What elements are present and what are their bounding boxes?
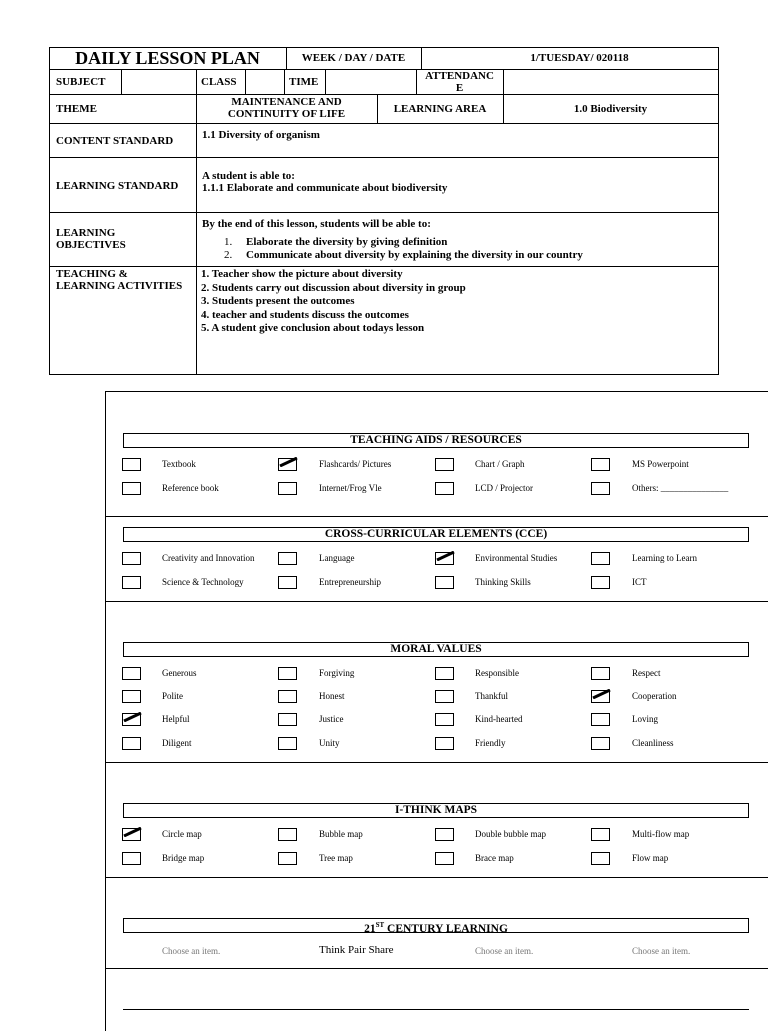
checkbox[interactable] bbox=[122, 713, 141, 726]
table-line bbox=[49, 123, 719, 124]
checkbox-label: ICT bbox=[632, 577, 647, 587]
checkbox-label: Double bubble map bbox=[475, 829, 546, 839]
table-line bbox=[49, 374, 719, 375]
table-line bbox=[196, 69, 197, 95]
learning-standard-line1: A student is able to: bbox=[202, 170, 295, 182]
century-title-sup: ST bbox=[375, 921, 385, 929]
checkbox[interactable] bbox=[278, 552, 297, 565]
activities-label-line2: LEARNING ACTIVITIES bbox=[56, 280, 183, 292]
checkbox-label: Learning to Learn bbox=[632, 553, 697, 563]
theme-label: THEME bbox=[56, 103, 97, 115]
checkbox-label: Others: _______________ bbox=[632, 483, 729, 493]
checkbox[interactable] bbox=[278, 576, 297, 589]
table-line bbox=[49, 69, 719, 70]
checkbox[interactable] bbox=[591, 482, 610, 495]
checkbox[interactable] bbox=[435, 852, 454, 865]
cce-title: CROSS-CURRICULAR ELEMENTS (CCE) bbox=[123, 527, 749, 542]
table-line bbox=[325, 69, 326, 95]
checkbox[interactable] bbox=[435, 828, 454, 841]
checkbox-label: Flashcards/ Pictures bbox=[319, 459, 392, 469]
checkbox[interactable] bbox=[591, 713, 610, 726]
table-line bbox=[284, 69, 285, 95]
checkbox-label: Loving bbox=[632, 714, 658, 724]
checkbox-label: Polite bbox=[162, 691, 184, 701]
checkbox[interactable] bbox=[278, 667, 297, 680]
objective-item bbox=[224, 249, 714, 262]
checkbox[interactable] bbox=[278, 458, 297, 471]
checkbox-label: Thankful bbox=[475, 691, 508, 701]
checkbox[interactable] bbox=[122, 737, 141, 750]
checkmark-icon bbox=[123, 827, 142, 837]
checkbox-label: Justice bbox=[319, 714, 344, 724]
teaching-aids-title: TEACHING AIDS / RESOURCES bbox=[123, 433, 749, 448]
section-divider bbox=[105, 762, 768, 763]
content-standard-value: 1.1 Diversity of organism bbox=[202, 129, 320, 141]
objective-text: Communicate about diversity by explaining the diversity in our country bbox=[246, 249, 583, 261]
table-line bbox=[49, 94, 719, 95]
activities-label-line1: TEACHING & bbox=[56, 268, 128, 280]
checkbox-label: MS Powerpoint bbox=[632, 459, 689, 469]
checkbox-label: Helpful bbox=[162, 714, 190, 724]
checkmark-icon bbox=[279, 457, 298, 467]
checkmark-icon bbox=[436, 551, 455, 561]
objectives-label-line2: OBJECTIVES bbox=[56, 239, 126, 251]
checkbox[interactable] bbox=[435, 458, 454, 471]
checkbox[interactable] bbox=[278, 737, 297, 750]
checkbox-label: Respect bbox=[632, 668, 661, 678]
checkbox-label: Reference book bbox=[162, 483, 219, 493]
choose-item-dropdown[interactable]: Choose an item. bbox=[162, 946, 221, 956]
objectives-intro: By the end of this lesson, students will be able to: bbox=[202, 218, 431, 230]
checkbox-label: Thinking Skills bbox=[475, 577, 531, 587]
checkmark-icon bbox=[592, 689, 611, 699]
activity-item: 1. Teacher show the picture about diversity bbox=[201, 268, 403, 280]
theme-value-line2: CONTINUITY OF LIFE bbox=[227, 108, 346, 120]
attendance-label bbox=[416, 70, 503, 94]
checkbox-label: Diligent bbox=[162, 738, 192, 748]
checkbox-label: Environmental Studies bbox=[475, 553, 558, 563]
checkbox[interactable] bbox=[591, 576, 610, 589]
checkbox-label: Multi-flow map bbox=[632, 829, 690, 839]
choose-item-dropdown[interactable]: Think Pair Share bbox=[319, 944, 394, 956]
table-line bbox=[49, 266, 719, 267]
week-value: 1/TUESDAY/ 020118 bbox=[530, 52, 629, 64]
checkbox[interactable] bbox=[122, 482, 141, 495]
page-title: DAILY LESSON PLAN bbox=[75, 48, 260, 68]
objective-number: 1. bbox=[224, 236, 233, 248]
section-divider bbox=[105, 516, 768, 517]
checkbox-label: Generous bbox=[162, 668, 197, 678]
table-line bbox=[49, 157, 719, 158]
checkbox-label: Brace map bbox=[475, 853, 514, 863]
checkbox-label: Circle map bbox=[162, 829, 202, 839]
checkbox-label: Friendly bbox=[475, 738, 506, 748]
table-line bbox=[503, 69, 504, 95]
activity-item: 4. teacher and students discuss the outcomes bbox=[201, 308, 409, 321]
checkbox-label: Honest bbox=[319, 691, 345, 701]
checkbox[interactable] bbox=[591, 667, 610, 680]
attendance-label-line1: ATTENDANC bbox=[425, 70, 494, 82]
table-line bbox=[196, 123, 197, 375]
class-label: CLASS bbox=[201, 76, 237, 88]
learning-standard-value bbox=[202, 170, 447, 194]
century-title bbox=[123, 918, 749, 933]
checkmark-icon bbox=[123, 712, 142, 722]
objectives-list bbox=[224, 236, 714, 262]
century-title-number: 21 bbox=[364, 922, 376, 935]
checkbox-label: Unity bbox=[319, 738, 340, 748]
checkbox-label: Kind-hearted bbox=[475, 714, 523, 724]
checkbox-label: Cooperation bbox=[632, 691, 677, 701]
learning-standard-line2: 1.1.1 Elaborate and communicate about biodiversity bbox=[202, 182, 448, 194]
checkbox[interactable] bbox=[122, 552, 141, 565]
checkbox-label: Forgiving bbox=[319, 668, 355, 678]
week-label: WEEK / DAY / DATE bbox=[301, 52, 406, 64]
checkbox-label: Flow map bbox=[632, 853, 669, 863]
theme-value bbox=[196, 96, 377, 120]
table-line bbox=[49, 212, 719, 213]
attendance-label-line2: E bbox=[455, 82, 464, 94]
checkbox[interactable] bbox=[278, 482, 297, 495]
checkbox[interactable] bbox=[122, 458, 141, 471]
checkbox[interactable] bbox=[591, 552, 610, 565]
checkbox[interactable] bbox=[435, 552, 454, 565]
objectives-label bbox=[56, 227, 126, 251]
objective-number: 2. bbox=[224, 249, 233, 261]
activity-item: 2. Students carry out discussion about diversity in group bbox=[201, 281, 466, 294]
moral-values-title: MORAL VALUES bbox=[123, 642, 749, 657]
subject-label: SUBJECT bbox=[56, 76, 106, 88]
learning-area-label: LEARNING AREA bbox=[393, 103, 487, 115]
activities-label bbox=[56, 268, 182, 292]
checkbox-label: Textbook bbox=[162, 459, 196, 469]
checkbox[interactable] bbox=[435, 576, 454, 589]
bottom-rule bbox=[123, 1009, 749, 1010]
checkbox[interactable] bbox=[591, 852, 610, 865]
century-title-text: CENTURY LEARNING bbox=[384, 922, 508, 935]
checkbox[interactable] bbox=[435, 667, 454, 680]
time-label: TIME bbox=[289, 76, 319, 88]
checkbox[interactable] bbox=[591, 690, 610, 703]
table-line bbox=[49, 47, 50, 375]
learning-standard-label: LEARNING STANDARD bbox=[56, 180, 179, 192]
section-divider bbox=[105, 877, 768, 878]
section-divider bbox=[105, 601, 768, 602]
learning-area-value: 1.0 Biodiversity bbox=[573, 103, 648, 115]
checkbox-label: Bridge map bbox=[162, 853, 205, 863]
content-standard-label: CONTENT STANDARD bbox=[56, 135, 174, 147]
checkbox-label: Chart / Graph bbox=[475, 459, 525, 469]
checkbox-label: Responsible bbox=[475, 668, 519, 678]
checkbox-label: Internet/Frog Vle bbox=[319, 483, 382, 493]
checkbox[interactable] bbox=[278, 713, 297, 726]
checkbox[interactable] bbox=[122, 576, 141, 589]
checkbox-label: Entrepreneurship bbox=[319, 577, 381, 587]
theme-value-line1: MAINTENANCE AND bbox=[231, 96, 342, 108]
checkbox-label: LCD / Projector bbox=[475, 483, 533, 493]
checkbox-label: Cleanliness bbox=[632, 738, 674, 748]
checkbox-label: Science & Technology bbox=[162, 577, 244, 587]
checkbox[interactable] bbox=[278, 852, 297, 865]
table-line bbox=[121, 69, 122, 95]
checkbox[interactable] bbox=[591, 828, 610, 841]
checkbox[interactable] bbox=[278, 690, 297, 703]
checkbox[interactable] bbox=[122, 828, 141, 841]
checkbox[interactable] bbox=[122, 667, 141, 680]
checkbox[interactable] bbox=[591, 458, 610, 471]
checkbox[interactable] bbox=[435, 690, 454, 703]
checkbox[interactable] bbox=[122, 852, 141, 865]
ithink-title: I-THINK MAPS bbox=[123, 803, 749, 818]
checkbox[interactable] bbox=[435, 713, 454, 726]
checkbox[interactable] bbox=[278, 828, 297, 841]
objective-text: Elaborate the diversity by giving definition bbox=[246, 236, 448, 248]
table-line bbox=[718, 47, 719, 375]
checkbox[interactable] bbox=[122, 690, 141, 703]
checkbox-label: Bubble map bbox=[319, 829, 363, 839]
activities-list bbox=[201, 268, 711, 336]
checkbox[interactable] bbox=[435, 482, 454, 495]
table-line bbox=[245, 69, 246, 95]
checkbox[interactable] bbox=[435, 737, 454, 750]
choose-item-dropdown[interactable]: Choose an item. bbox=[632, 946, 691, 956]
section-divider bbox=[105, 968, 768, 969]
activity-item: 3. Students present the outcomes bbox=[201, 295, 355, 307]
checkbox-label: Tree map bbox=[319, 853, 353, 863]
checkbox[interactable] bbox=[591, 737, 610, 750]
choose-item-dropdown[interactable]: Choose an item. bbox=[475, 946, 534, 956]
objectives-label-line1: LEARNING bbox=[56, 227, 116, 239]
checkbox-label: Language bbox=[319, 553, 355, 563]
objective-item bbox=[224, 236, 714, 249]
activity-item: 5. A student give conclusion about todays lesson bbox=[201, 322, 425, 334]
checkbox-label: Creativity and Innovation bbox=[162, 553, 255, 563]
